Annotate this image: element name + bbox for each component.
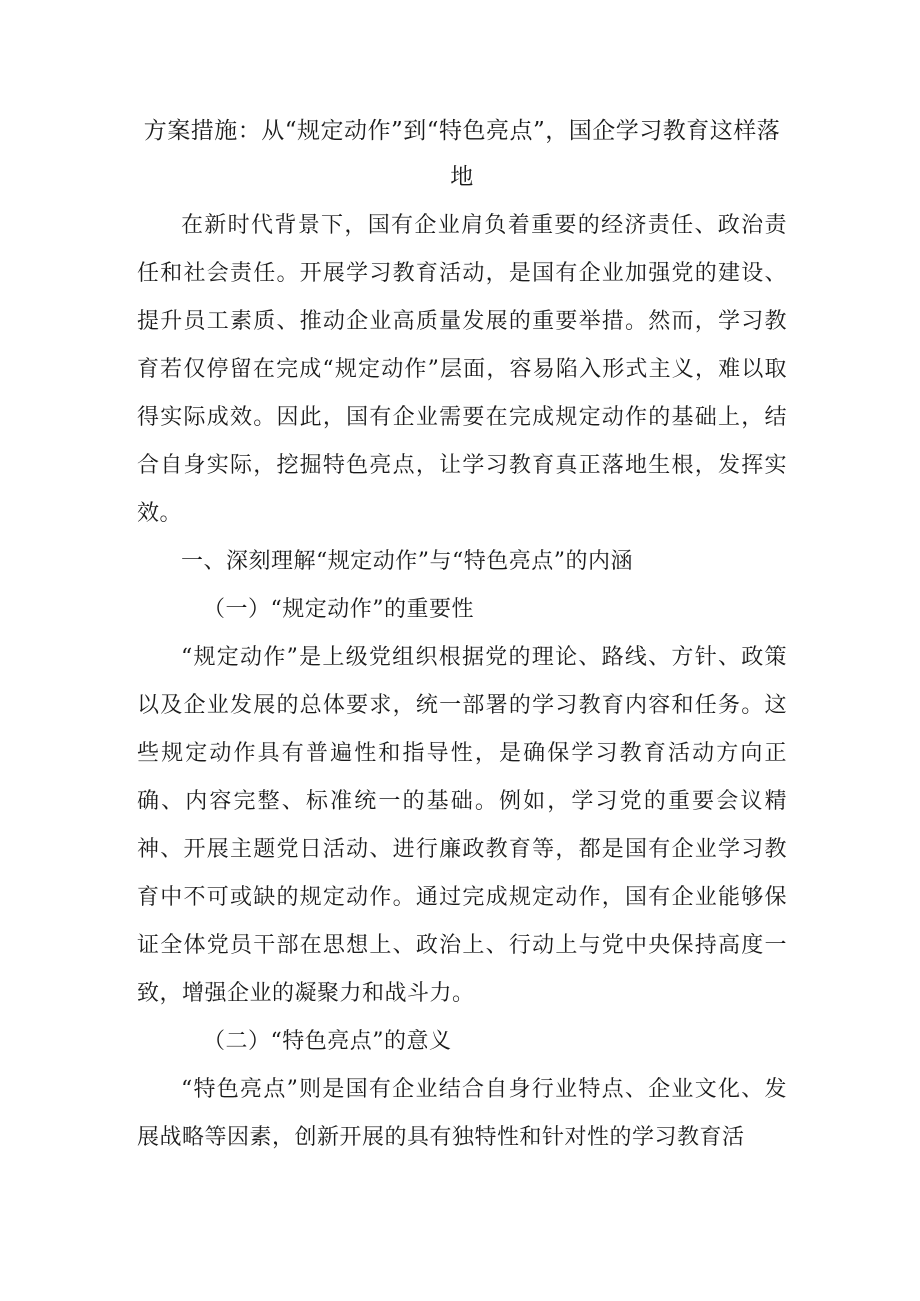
subsection-body-1: “规定动作”是上级党组织根据党的理论、路线、方针、政策以及企业发展的总体要求，统一部署的学习教育内容和任务。这些规定动作具有普遍性和指导性，是确保学习教育活动方向正确、内容完整、标准统一的基础。例如，学习党的重要会议精神、开展主题党日活动、进行廉政教育等，都是国有企业学习教育中不可或缺的规定动作。通过完成规定动作，国有企业能够保证全体党员干部在思想上、政治上、行动上与党中央保持高度一致，增强企业的凝聚力和战斗力。: [137, 645, 787, 1006]
subsection-heading-2: （二）“特色亮点”的意义: [203, 1029, 452, 1054]
document-page: [137, 108, 787, 1162]
subsection-body-2: “特色亮点”则是国有企业结合自身行业特点、企业文化、发展战略等因素，创新开展的具有独特性和针对性的学习教育活: [137, 1077, 787, 1150]
intro-paragraph: 在新时代背景下，国有企业肩负着重要的经济责任、政治责任和社会责任。开展学习教育活动，是国有企业加强党的建设、提升员工素质、推动企业高质量发展的重要举措。然而，学习教育若仅停留在完成“规定动作”层面，容易陷入形式主义，难以取得实际成效。因此，国有企业需要在完成规定动作的基础上，结合自身实际，挖掘特色亮点，让学习教育真正落地生根，发挥实效。: [137, 213, 787, 526]
section-heading-1: 一、深刻理解“规定动作”与“特色亮点”的内涵: [181, 549, 633, 574]
subsection-heading-1: （一）“规定动作”的重要性: [203, 597, 474, 622]
document-title: 方案措施：从“规定动作”到“特色亮点”，国企学习教育这样落地: [143, 118, 781, 190]
